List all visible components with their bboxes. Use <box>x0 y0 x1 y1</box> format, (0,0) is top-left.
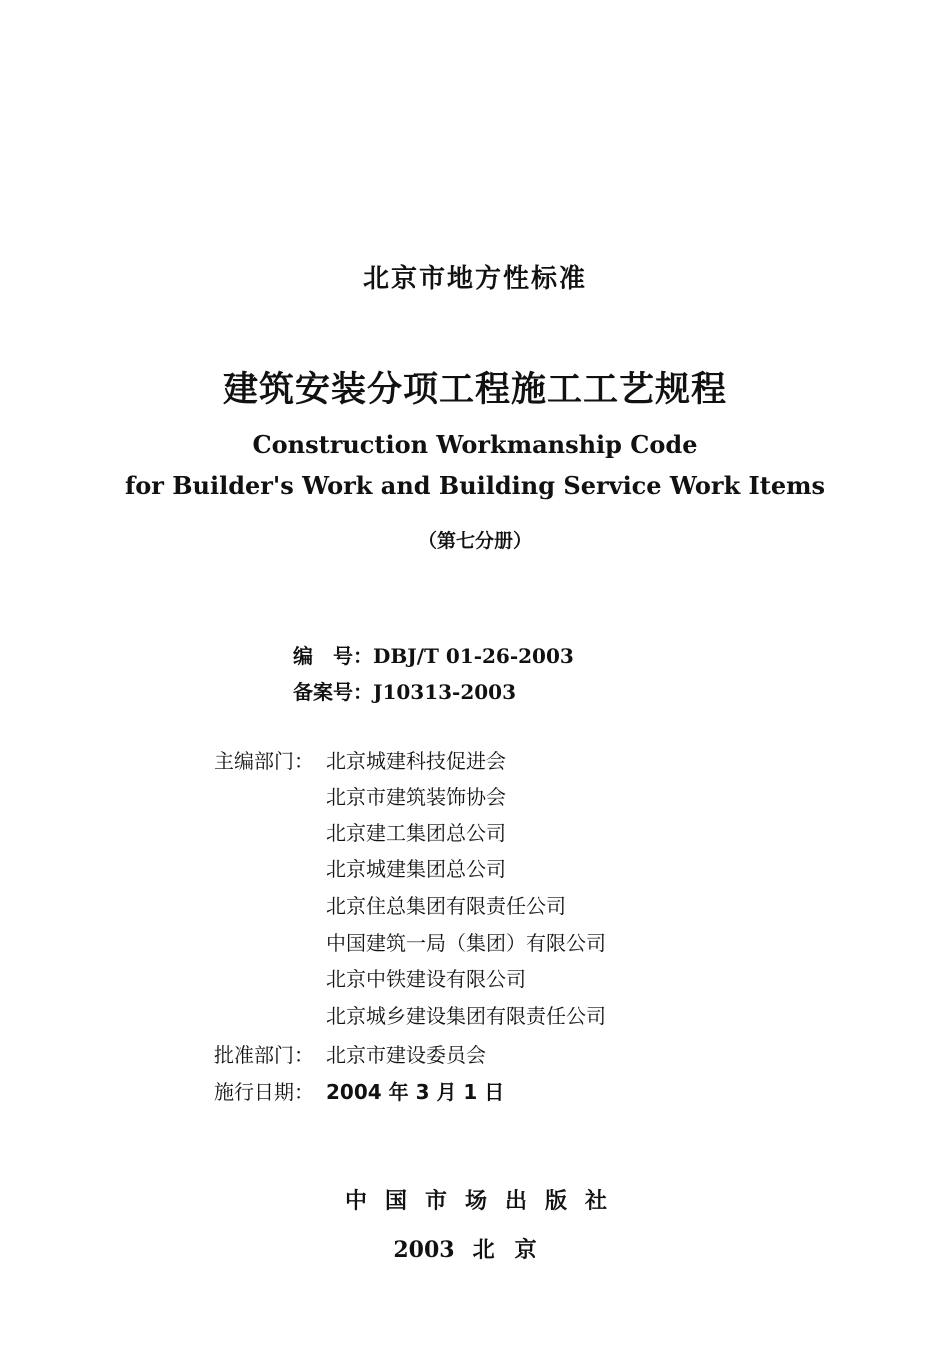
series-heading: 北京市地方性标准 <box>362 264 587 294</box>
effective-date-label: 施行日期： <box>214 1080 314 1104</box>
title-english-line-1: Construction Workmanship Code <box>252 430 698 459</box>
standard-code-row <box>293 640 574 669</box>
editor-org: 北京城建科技促进会 <box>326 749 506 773</box>
editor-org: 北京城乡建设集团有限责任公司 <box>326 1004 606 1028</box>
editor-org: 北京住总集团有限责任公司 <box>326 894 566 918</box>
record-number-value: J10313-2003 <box>373 680 517 704</box>
approval-dept-value: 北京市建设委员会 <box>326 1043 486 1067</box>
editor-org: 北京城建集团总公司 <box>326 857 506 881</box>
standard-code-label: 编 号： <box>293 644 373 668</box>
record-number-row <box>293 676 516 705</box>
volume-label: （第七分册） <box>417 530 532 552</box>
editor-org: 北京中铁建设有限公司 <box>326 967 526 991</box>
publication-city: 北京 <box>472 1238 557 1263</box>
title-chinese: 建筑安装分项工程施工工艺规程 <box>222 370 727 410</box>
editor-org: 中国建筑一局（集团）有限公司 <box>326 931 606 955</box>
standard-code-value: DBJ/T 01-26-2003 <box>373 644 574 668</box>
publisher-name: 中国市场出版社 <box>344 1189 625 1214</box>
editor-org: 北京建工集团总公司 <box>326 821 506 845</box>
approval-dept-label: 批准部门： <box>214 1043 314 1067</box>
publication-line <box>0 1233 950 1264</box>
title-english-line-2: for Builder's Work and Building Service Work Items <box>124 471 826 500</box>
effective-date-value: 2004 年 3 月 1 日 <box>326 1080 505 1104</box>
chief-editor-label: 主编部门： <box>214 749 314 773</box>
publication-year: 2003 <box>393 1237 455 1263</box>
record-number-label: 备案号： <box>293 680 373 704</box>
editor-org: 北京市建筑装饰协会 <box>326 785 506 809</box>
